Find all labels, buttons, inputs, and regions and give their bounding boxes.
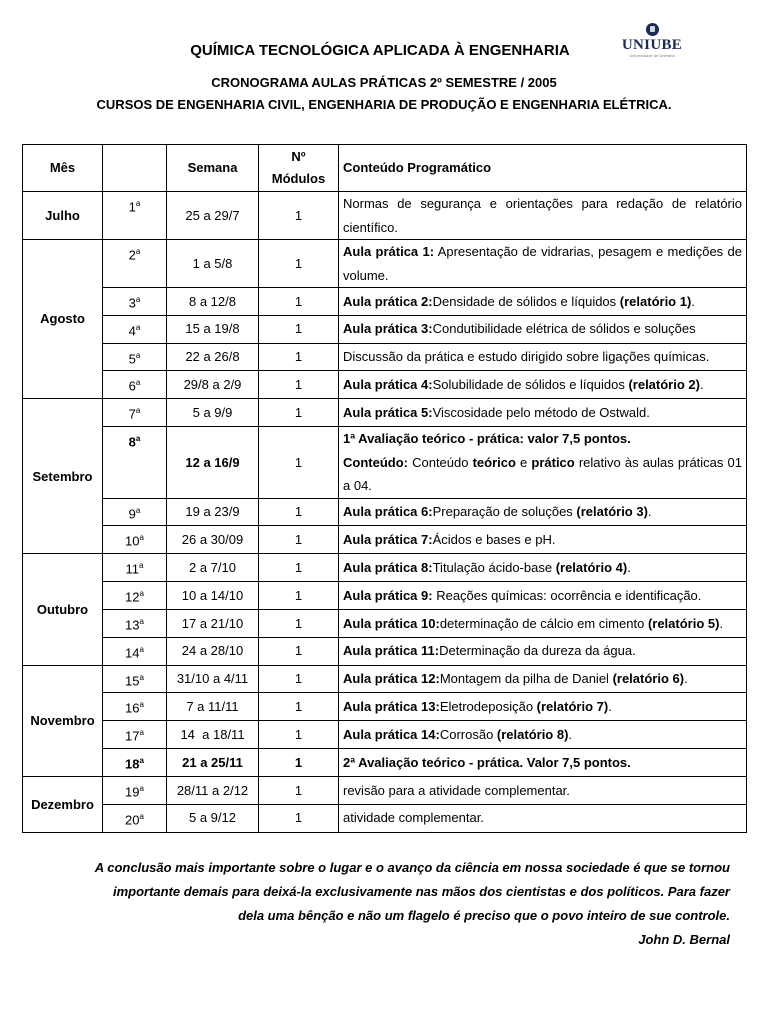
week-number: 1$^a$ [103, 192, 167, 240]
module-count: 1 [259, 315, 339, 343]
col-week: Semana [167, 145, 259, 192]
table-row [23, 371, 747, 399]
week-dates: 5 a 9/12 [167, 804, 259, 832]
week-dates: 31/10 a 4/11 [167, 665, 259, 693]
col-month: Mês [23, 145, 103, 192]
table-row [23, 427, 747, 499]
module-count: 1 [259, 498, 339, 526]
week-dates: 7 a 11/11 [167, 693, 259, 721]
content-cell: Aula prática 13:Eletrodeposição (relatório 7). [339, 693, 747, 721]
week-number: 20$^a$ [103, 804, 167, 832]
month-cell: Agosto [23, 240, 103, 399]
week-dates: 19 a 23/9 [167, 498, 259, 526]
table-row [23, 288, 747, 316]
table-row [23, 343, 747, 371]
table-row [23, 637, 747, 665]
col-content: Conteúdo Programático [339, 145, 747, 192]
week-number: 8$^a$ [103, 427, 167, 499]
month-cell: Dezembro [23, 776, 103, 832]
table-row [23, 192, 747, 240]
content-cell: Aula prática 14:Corrosão (relatório 8). [339, 721, 747, 749]
week-dates: 12 a 16/9 [167, 427, 259, 499]
week-number: 12$^a$ [103, 582, 167, 610]
document-title: QUÍMICA TECNOLÓGICA APLICADA À ENGENHARIA [190, 42, 570, 59]
week-number: 9$^a$ [103, 498, 167, 526]
logo-tagline: Universidade de Uberaba [629, 53, 675, 58]
table-row [23, 749, 747, 777]
table-row [23, 776, 747, 804]
month-cell: Outubro [23, 554, 103, 665]
week-number: 19$^a$ [103, 776, 167, 804]
week-number: 13$^a$ [103, 609, 167, 637]
quote-line: dela uma bênção e não um flagelo é preciso que o povo inteiro de sue controle. [238, 908, 730, 923]
courses-line: CURSOS DE ENGENHARIA CIVIL, ENGENHARIA DE PRODUÇÃO E ENGENHARIA ELÉTRICA. [96, 97, 672, 112]
uniube-logo [596, 22, 708, 66]
week-number: 10$^a$ [103, 526, 167, 554]
week-dates: 5 a 9/9 [167, 399, 259, 427]
module-count: 1 [259, 526, 339, 554]
week-number: 4$^a$ [103, 315, 167, 343]
content-cell: Aula prática 12:Montagem da pilha de Daniel (relatório 6). [339, 665, 747, 693]
content-cell: 2ª Avaliação teórico - prática. Valor 7,5 pontos. [339, 749, 747, 777]
content-cell: Aula prática 3:Condutibilidade elétrica de sólidos e soluções [339, 315, 747, 343]
content-cell: 1ª Avaliação teórico - prática: valor 7,5 pontos. Conteúdo: Conteúdo teórico e prático relativo às aulas práticas 01 a 04. [339, 427, 747, 499]
week-number: 17$^a$ [103, 721, 167, 749]
content-cell: Aula prática 5:Viscosidade pelo método de Ostwald. [339, 399, 747, 427]
quote-author: John D. Bernal [638, 932, 730, 947]
table-row [23, 693, 747, 721]
table-row [23, 240, 747, 288]
module-count: 1 [259, 637, 339, 665]
month-cell: Novembro [23, 665, 103, 776]
quote-line: A conclusão mais importante sobre o lugar e o avanço da ciência em nossa sociedade é que se tornou [94, 860, 730, 875]
module-count: 1 [259, 288, 339, 316]
module-count: 1 [259, 582, 339, 610]
week-dates: 10 a 14/10 [167, 582, 259, 610]
module-count: 1 [259, 554, 339, 582]
content-cell: Aula prática 10:determinação de cálcio em cimento (relatório 5). [339, 609, 747, 637]
table-row [23, 554, 747, 582]
month-cell: Julho [23, 192, 103, 240]
module-count: 1 [259, 749, 339, 777]
content-cell: Aula prática 1: Apresentação de vidrarias, pesagem e medições de volume. [339, 240, 747, 288]
document-subtitle: CRONOGRAMA AULAS PRÁTICAS 2º SEMESTRE / 2005 [211, 75, 557, 90]
module-count: 1 [259, 665, 339, 693]
week-dates: 25 a 29/7 [167, 192, 259, 240]
content-cell: Discussão da prática e estudo dirigido sobre ligações químicas. [339, 343, 747, 371]
week-dates: 21 a 25/11 [167, 749, 259, 777]
week-number: 14$^a$ [103, 637, 167, 665]
week-number: 2$^a$ [103, 240, 167, 288]
table-row [23, 609, 747, 637]
university-seal-icon [646, 23, 659, 36]
quote-line: importante demais para deixá-la exclusivamente nas mãos dos cientistas e dos políticos. Para fazer [112, 884, 730, 899]
content-cell: revisão para a atividade complementar. [339, 776, 747, 804]
module-count: 1 [259, 343, 339, 371]
week-number: 16$^a$ [103, 693, 167, 721]
content-cell: atividade complementar. [339, 804, 747, 832]
content-cell: Normas de segurança e orientações para redação de relatório científico. [339, 192, 747, 240]
table-header-row [23, 145, 747, 192]
week-number: 7$^a$ [103, 399, 167, 427]
week-dates: 2 a 7/10 [167, 554, 259, 582]
module-count: 1 [259, 693, 339, 721]
week-dates: 15 a 19/8 [167, 315, 259, 343]
week-dates: 22 a 26/8 [167, 343, 259, 371]
content-cell: Aula prática 9: Reações químicas: ocorrência e identificação. [339, 582, 747, 610]
content-cell: Aula prática 7:Ácidos e bases e pH. [339, 526, 747, 554]
table-row [23, 804, 747, 832]
week-dates: 1 a 5/8 [167, 240, 259, 288]
week-dates: 8 a 12/8 [167, 288, 259, 316]
week-number: 6$^a$ [103, 371, 167, 399]
week-number: 15$^a$ [103, 665, 167, 693]
week-dates: 14 a 18/11 [167, 721, 259, 749]
closing-quote [30, 856, 730, 952]
week-number: 18$^a$ [103, 749, 167, 777]
module-count: 1 [259, 192, 339, 240]
module-count: 1 [259, 721, 339, 749]
content-cell: Aula prática 8:Titulação ácido-base (relatório 4). [339, 554, 747, 582]
module-count: 1 [259, 399, 339, 427]
week-dates: 17 a 21/10 [167, 609, 259, 637]
table-row [23, 498, 747, 526]
content-cell: Aula prática 11:Determinação da dureza da água. [339, 637, 747, 665]
module-count: 1 [259, 427, 339, 499]
week-dates: 26 a 30/09 [167, 526, 259, 554]
content-cell: Aula prática 2:Densidade de sólidos e líquidos (relatório 1). [339, 288, 747, 316]
module-count: 1 [259, 240, 339, 288]
module-count: 1 [259, 609, 339, 637]
week-number: 5$^a$ [103, 343, 167, 371]
table-row [23, 526, 747, 554]
table-row [23, 582, 747, 610]
table-row [23, 399, 747, 427]
logo-name: UNIUBE [621, 37, 683, 53]
week-dates: 24 a 28/10 [167, 637, 259, 665]
table-row [23, 665, 747, 693]
module-count: 1 [259, 776, 339, 804]
week-dates: 28/11 a 2/12 [167, 776, 259, 804]
module-count: 1 [259, 371, 339, 399]
col-week-number [103, 145, 167, 192]
content-cell: Aula prática 4:Solubilidade de sólidos e líquidos (relatório 2). [339, 371, 747, 399]
week-number: 11$^a$ [103, 554, 167, 582]
table-row [23, 315, 747, 343]
table-row [23, 721, 747, 749]
week-number: 3$^a$ [103, 288, 167, 316]
week-dates: 29/8 a 2/9 [167, 371, 259, 399]
content-cell: Aula prática 6:Preparação de soluções (relatório 3). [339, 498, 747, 526]
col-modules: Nº Módulos [259, 145, 339, 192]
module-count: 1 [259, 804, 339, 832]
month-cell: Setembro [23, 399, 103, 554]
schedule-table [22, 144, 747, 833]
